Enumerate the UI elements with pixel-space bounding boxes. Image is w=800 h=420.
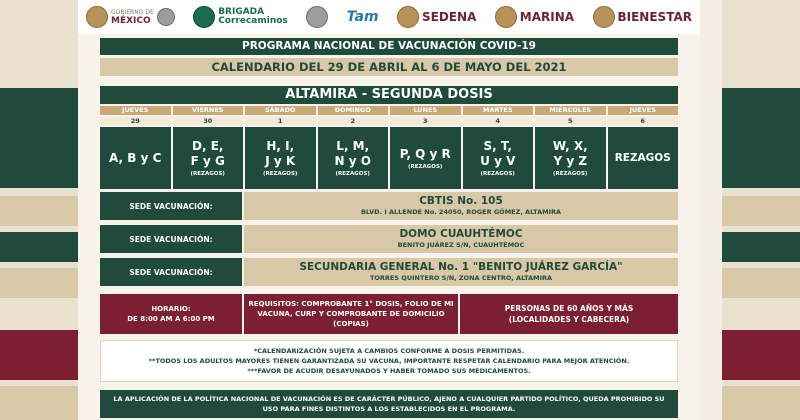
schedule-label: HORARIO: [151,305,191,313]
legal-footer [100,390,678,418]
sede-address: BLVD. I ALLENDE No. 24050, ROGER GÓMEZ, ALTAMIRA [360,208,562,216]
calendar-grid [100,106,678,189]
letter-group-line2: F y G [190,154,225,168]
requirements-cell [244,294,458,334]
letter-group-cell [100,127,171,189]
notes-box [100,340,678,382]
note-line: **TODOS LOS ADULTOS MAYORES TIENEN GARANTIZADA SU VACUNA, IMPORTANTE RESPETAR CALENDARIO PARA MEJOR ATENCIÓN. [148,357,630,365]
letter-group-cell [608,127,679,189]
marina-seal-icon [495,6,517,28]
logo-bar [78,0,700,34]
day-number: 4 [463,117,534,125]
letter-group-cell [463,127,534,189]
requirements-line1: REQUISITOS: COMPROBANTE 1° DOSIS, FOLIO DE MI [248,300,454,308]
sede-name: DOMO CUAUHTÉMOC [399,228,523,240]
sedena-seal-icon [397,6,419,28]
program-title: PROGRAMA NACIONAL DE VACUNACIÓN COVID-19 [100,38,678,55]
marina-logo [495,6,574,28]
letter-group-cell [173,127,244,189]
day-number: 5 [535,117,606,125]
letter-group-line2: J y K [265,154,296,168]
sede-address: TORRES QUINTERO S/N, ZONA CENTRO, ALTAMIRA [369,274,553,282]
day-name: LUNES [390,106,461,115]
day-number: 2 [318,117,389,125]
brigada-line2: Correcaminos [218,16,288,26]
calendar-range: CALENDARIO DEL 29 DE ABRIL AL 6 DE MAYO DEL 2021 [100,58,678,76]
rezagos-note: (REZAGOS) [190,171,225,177]
sede-info [244,258,678,286]
brigada-line1: BRIGADA [218,7,265,17]
letter-group-line1: A, B y C [109,150,162,165]
letter-group-line1: D, E, [192,139,224,153]
schedule-requirements-row [100,294,678,334]
bienestar-text: BIENESTAR [617,9,692,24]
day-number: 1 [245,117,316,125]
bienestar-logo [593,6,692,28]
day-name: MIÉRCOLES [535,106,606,115]
bienestar-seal-icon [593,6,615,28]
state-seal-logo [306,6,328,28]
population-line1: PERSONAS DE 60 AÑOS Y MÁS [504,304,634,313]
sedena-text: SEDENA [422,9,477,24]
sede-label: SEDE VACUNACIÓN: [100,258,242,286]
secondary-seal-icon [157,8,175,26]
note-line: *CALENDARIZACIÓN SUJETA A CAMBIOS CONFORME A DOSIS PERMITIDAS. [253,347,525,355]
blurred-background-right [722,0,800,420]
tam-text: Tam [346,8,379,25]
footer-line2: USO PARA FINES DISTINTOS A LOS ESTABLECIDOS EN EL PROGRAMA. [262,405,516,413]
mexico-seal-icon [86,6,108,28]
day-number: 6 [608,117,679,125]
marina-text: MARINA [519,9,575,24]
letter-group-line2: N y O [334,154,371,168]
day-name: DOMINGO [318,106,389,115]
gobierno-mexico-logo [86,6,175,28]
vaccination-poster [78,0,700,420]
letter-group-line1: L, M, [336,139,370,153]
roadrunner-icon [193,6,215,28]
sede-address: BENITO JUÁREZ S/N, CUAUHTÉMOC [397,241,525,249]
gobierno-line1: GOBIERNO DE [111,9,154,16]
day-name: MARTES [463,106,534,115]
sede-name: SECUNDARIA GENERAL No. 1 "BENITO JUÁREZ GARCÍA" [299,261,623,273]
letter-group-cell [390,127,461,189]
gobierno-line2: MÉXICO [111,16,151,26]
sede-label: SEDE VACUNACIÓN: [100,192,242,220]
letter-group-line2: Y y Z [553,154,588,168]
footer-line1: LA APLICACIÓN DE LA POLÍTICA NACIONAL DE VACUNACIÓN ES DE CARÁCTER PÚBLICO, AJENO A CUALQUIER PARTIDO POLÍTICO, QUEDA PROHIBIDO SU [113,395,665,403]
requirements-line3: (COPIAS) [333,320,369,328]
letter-group-line1: W, X, [552,139,588,153]
rezagos-note: (REZAGOS) [263,171,298,177]
sede-row-cbtis [100,192,678,220]
requirements-line2: VACUNA, CURP Y COMPROBANTE DE DOMICILIO [257,310,445,318]
letter-group-line1: REZAGOS [614,151,671,164]
letter-group-cell [318,127,389,189]
note-line: ***FAVOR DE ACUDIR DESAYUNADOS Y HABER TOMADO SUS MEDICAMENTOS. [247,367,531,375]
day-name: VIERNES [173,106,244,115]
sedena-logo [397,6,476,28]
sede-name: CBTIS No. 105 [419,195,503,207]
state-seal-icon [306,6,328,28]
letter-group-cell [535,127,606,189]
letter-group-cell [245,127,316,189]
sede-row-secundaria [100,258,678,286]
sede-info [244,225,678,253]
rezagos-note: (REZAGOS) [408,163,443,170]
city-dose-title: ALTAMIRA - SEGUNDA DOSIS [100,86,678,104]
day-number: 30 [173,117,244,125]
rezagos-note: (REZAGOS) [335,171,370,177]
sede-info [244,192,678,220]
tam-logo [346,8,379,25]
day-name: JUEVES [100,106,171,115]
schedule-cell [100,294,242,334]
day-name: JUEVES [608,106,679,115]
letter-group-line1: H, I, [266,139,295,153]
day-number: 3 [390,117,461,125]
sede-label: SEDE VACUNACIÓN: [100,225,242,253]
day-name: SÁBADO [245,106,316,115]
blurred-background-left [0,0,78,420]
rezagos-note: (REZAGOS) [480,171,515,177]
letter-group-line1: P, Q y R [399,146,451,161]
letter-group-line2: U y V [480,154,516,168]
population-line2: (LOCALIDADES Y CABECERA) [508,315,630,324]
letter-group-line1: S, T, [483,139,512,153]
rezagos-note: (REZAGOS) [553,171,588,177]
schedule-hours: DE 8:00 AM A 6:00 PM [127,315,215,323]
target-population-cell [460,294,678,334]
brigada-correcaminos-logo [193,6,288,28]
sede-row-domo [100,225,678,253]
day-number: 29 [100,117,171,125]
